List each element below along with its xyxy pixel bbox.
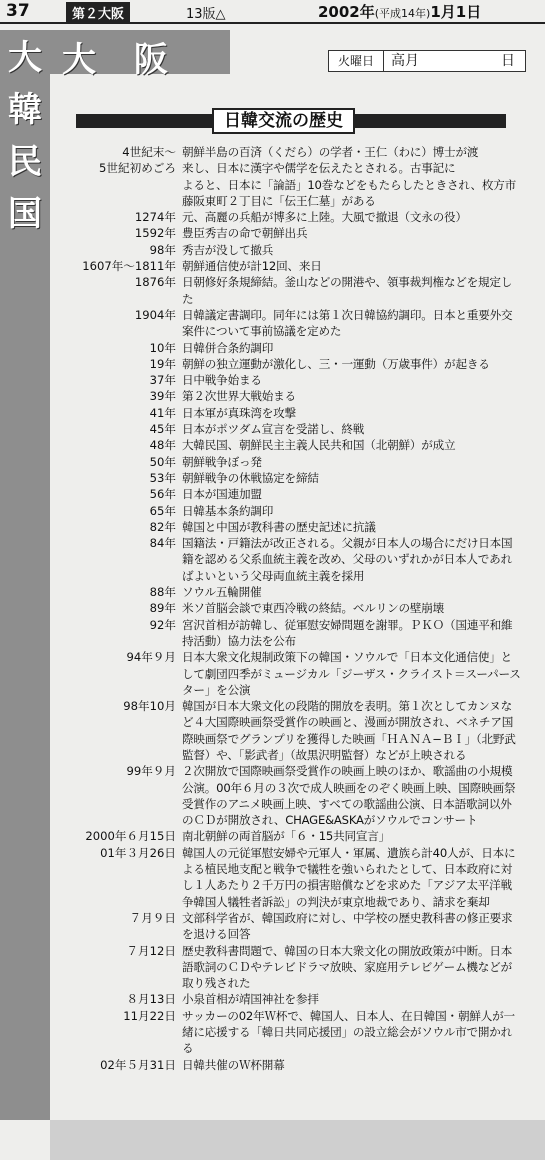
- weekday-box: [328, 50, 526, 72]
- entry-text: 朝鮮戦争の休戦協定を締結: [182, 470, 319, 485]
- column-title: 高月: [391, 53, 419, 69]
- entry-date: 1876年: [134, 275, 176, 290]
- region-char: 大: [62, 40, 96, 80]
- timeline-entry: [58, 209, 532, 225]
- entry-date: 41年: [149, 405, 176, 420]
- entry-text: 朝鮮通信使が計12回、来日: [182, 259, 322, 274]
- entry-date: 84年: [149, 536, 176, 551]
- entry-text: 大韓民国、朝鮮民主主義人民共和国（北朝鮮）が成立: [182, 438, 456, 453]
- entry-date: 1904年: [134, 307, 176, 322]
- timeline-entry: [58, 160, 532, 176]
- entry-date: 39年: [149, 389, 176, 404]
- entry-text: 秀吉が没して撤兵: [182, 242, 274, 257]
- timeline-entry: [58, 258, 532, 274]
- entry-date: ８月13日: [126, 992, 176, 1007]
- entry-text: 南北朝鮮の両首脳が「６・15共同宣言」: [182, 829, 391, 844]
- timeline-entry: [58, 144, 532, 160]
- timeline-list: [58, 144, 532, 1073]
- entry-text: 韓国と中国が教科書の歴史記述に抗議: [182, 519, 376, 534]
- entry-text: 朝鮮戦争ぼっ発: [182, 454, 262, 469]
- entry-text: 日本軍が真珠湾を攻撃: [182, 405, 296, 420]
- entry-date: 1274年: [134, 210, 176, 225]
- entry-date: 4世紀末〜: [122, 145, 176, 159]
- entry-text: 日韓併合条約調印: [182, 340, 274, 355]
- weather-icon: 日: [501, 53, 515, 69]
- timeline-entry: [58, 486, 532, 502]
- entry-date: 53年: [149, 470, 176, 485]
- timeline-entry: [58, 943, 532, 992]
- entry-text: 日中戦争始まる: [182, 373, 262, 388]
- entry-text: 日朝修好条規締結。釜山などの開港や、領事裁判権などを規定した: [182, 275, 513, 306]
- timeline-entry: [58, 503, 532, 519]
- timeline-entry: [58, 1057, 532, 1073]
- timeline-entry: [58, 177, 532, 210]
- entry-date: 45年: [149, 422, 176, 437]
- entry-date: 19年: [149, 356, 176, 371]
- timeline-entry: [58, 437, 532, 453]
- timeline-entry: [58, 470, 532, 486]
- entry-text: 日韓基本条約調印: [182, 503, 274, 518]
- timeline-entry: [58, 991, 532, 1007]
- edition-label: 第２大阪: [66, 2, 130, 23]
- timeline-entry: [58, 421, 532, 437]
- timeline-entry: [58, 405, 532, 421]
- entry-date: ７月12日: [126, 943, 176, 958]
- entry-text: ２次開放で国際映画祭受賞作の映画上映のほか、歌謡曲の小規模公演。00年６月の３次で成人映画をのぞく映画上映、国際映画祭受賞作のアニメ映画上映、すべての歌謡曲公演、日本語歌詞以外のＣＤが開放され、CHAGE&ASKAがソウルでコンサート: [182, 764, 516, 828]
- timeline-entry: [58, 340, 532, 356]
- timeline-entry: [58, 519, 532, 535]
- entry-text: サッカーの02年Ｗ杯で、韓国人、日本人、在日韓国・朝鮮人が一緒に応援する「韓日共同応援団」の設立総会がソウル市で開かれる: [182, 1008, 515, 1056]
- timeline-entry: [58, 698, 532, 763]
- entry-date: 50年: [149, 454, 176, 469]
- entry-text: 歴史教科書問題で、韓国の日本大衆文化の開放政策が中断。日本語歌詞のＣＤやテレビドラマ放映、家庭用テレビゲーム機などが取り残された: [182, 943, 513, 991]
- entry-text: 韓国人の元従軍慰安婦や元軍人・軍属、遺族ら計40人が、日本による植民地支配と戦争で犠牲を強いられたとして、日本政府に対し１人あたり２千万円の損害賠償などを求めた「アジア太平洋戦争韓国人犠牲者訴訟」の判決が東京地裁であり、請求を棄却: [182, 845, 516, 909]
- entry-text: 来し、日本に漢字や儒学を伝えたとされる。古事記に: [182, 161, 456, 176]
- entry-text: 朝鮮の独立運動が激化し、三・一運動（万歳事件）が起きる: [182, 356, 490, 371]
- section-char: 韓: [8, 90, 42, 130]
- entry-text: 元、高麗の兵船が博多に上陸。大風で撤退（文永の役）: [182, 210, 467, 225]
- masthead: [0, 0, 545, 24]
- timeline-entry: [58, 649, 532, 698]
- entry-text: 小泉首相が靖国神社を参拝: [182, 992, 319, 1007]
- entry-date: 99年９月: [126, 764, 176, 779]
- entry-text: 日韓議定書調印。同年には第１次日韓協約調印。日本と重要外交案件について事前協議を定めた: [182, 307, 513, 339]
- timeline-entry: [58, 535, 532, 584]
- entry-date: ７月９日: [129, 910, 176, 925]
- entry-date: 82年: [149, 519, 176, 534]
- entry-text: 日本が国連加盟: [182, 487, 262, 502]
- timeline-entry: [58, 763, 532, 828]
- printing-label: 13版△: [186, 7, 226, 22]
- entry-date: 01年３月26日: [100, 845, 176, 860]
- timeline-entry: [58, 617, 532, 650]
- page-bottom-margin: [50, 1120, 545, 1160]
- page-number: 37: [6, 1, 30, 21]
- timeline-entry: [58, 600, 532, 616]
- entry-text: 第２次世界大戦始まる: [182, 389, 296, 404]
- entry-text: 日韓共催のＷ杯開幕: [182, 1057, 285, 1072]
- entry-text: 朝鮮半島の百済（くだら）の学者・王仁（わに）博士が渡: [182, 145, 479, 159]
- entry-date: 1592年: [134, 226, 176, 241]
- timeline-entry: [58, 307, 532, 340]
- entry-text: 豊臣秀吉の命で朝鮮出兵: [182, 226, 308, 241]
- entry-text: よると、日本に「論語」10巻などをもたらしたときされ、枚方市藤阪東町２丁目に「伝王仁墓」がある: [182, 177, 517, 208]
- entry-date: 2000年６月15日: [85, 829, 176, 844]
- timeline-entry: [58, 828, 532, 844]
- article-heading: [76, 110, 506, 132]
- entry-date: 94年９月: [126, 650, 176, 665]
- entry-date: 11月22日: [123, 1008, 176, 1023]
- timeline-entry: [58, 1008, 532, 1057]
- region-char: 大: [8, 38, 42, 78]
- entry-date: 98年10月: [123, 699, 176, 714]
- entry-text: 日本大衆文化規制政策下の韓国・ソウルで「日本文化通信使」として劇団四季がミュージカル「ジーザス・クライスト＝スーパースター」を公演: [182, 650, 521, 697]
- timeline-entry: [58, 372, 532, 388]
- entry-text: 韓国が日本大衆文化の段階的開放を表明。第１次としてカンヌなど４大国際映画祭受賞作の映画と、漫画が開放され、ベネチア国際映画祭でグランプリを獲得した映画「ＨＡＮＡ−ＢＩ」（北野武監督）や、「影武者」（故黒沢明監督）などが上映される: [182, 699, 516, 762]
- entry-date: 5世紀初めごろ: [99, 161, 176, 176]
- entry-date: 10年: [149, 340, 176, 355]
- article: [58, 84, 532, 1120]
- timeline-entry: [58, 225, 532, 241]
- entry-date: 48年: [149, 438, 176, 453]
- timeline-entry: [58, 584, 532, 600]
- timeline-entry: [58, 454, 532, 470]
- article-title: 日韓交流の歴史: [212, 108, 355, 134]
- entry-date: 92年: [149, 617, 176, 632]
- weekday-label: 火曜日: [329, 51, 384, 71]
- section-sidebar: [0, 30, 50, 1120]
- timeline-entry: [58, 388, 532, 404]
- entry-date: 1607年〜1811年: [82, 259, 176, 274]
- entry-text: 日本がポツダム宣言を受諾し、終戦: [182, 422, 365, 437]
- section-char: 国: [8, 194, 42, 234]
- issue-date: 2002年(平成14年)1月1日: [318, 3, 482, 21]
- timeline-entry: [58, 356, 532, 372]
- entry-date: 37年: [149, 373, 176, 388]
- entry-text: 米ソ首脳会談で東西冷戦の終結。ベルリンの壁崩壊: [182, 601, 445, 616]
- entry-date: 88年: [149, 585, 176, 600]
- entry-date: 98年: [149, 242, 176, 257]
- entry-date: [58, 177, 182, 210]
- region-char: 阪: [134, 40, 168, 80]
- timeline-entry: [58, 274, 532, 307]
- timeline-entry: [58, 910, 532, 943]
- entry-date: 02年５月31日: [100, 1057, 176, 1072]
- entry-text: 宮沢首相が訪韓し、従軍慰安婦問題を謝罪。ＰＫＯ（国連平和維持活動）協力法を公布: [182, 617, 513, 648]
- entry-date: 89年: [149, 601, 176, 616]
- timeline-entry: [58, 845, 532, 910]
- entry-text: 文部科学省が、韓国政府に対し、中学校の歴史教科書の修正要求を退ける回答: [182, 910, 513, 942]
- region-banner: [50, 30, 230, 80]
- section-char: 民: [8, 142, 42, 182]
- entry-text: 国籍法・戸籍法が改正される。父親が日本人の場合にだけ日本国籍を認める父系血統主義を改め、父母のいずれかが日本人であればよいという父母両血統主義を採用: [182, 536, 513, 583]
- entry-text: ソウル五輪開催: [182, 585, 262, 600]
- entry-date: 65年: [149, 503, 176, 518]
- timeline-entry: [58, 242, 532, 258]
- entry-date: 56年: [149, 487, 176, 502]
